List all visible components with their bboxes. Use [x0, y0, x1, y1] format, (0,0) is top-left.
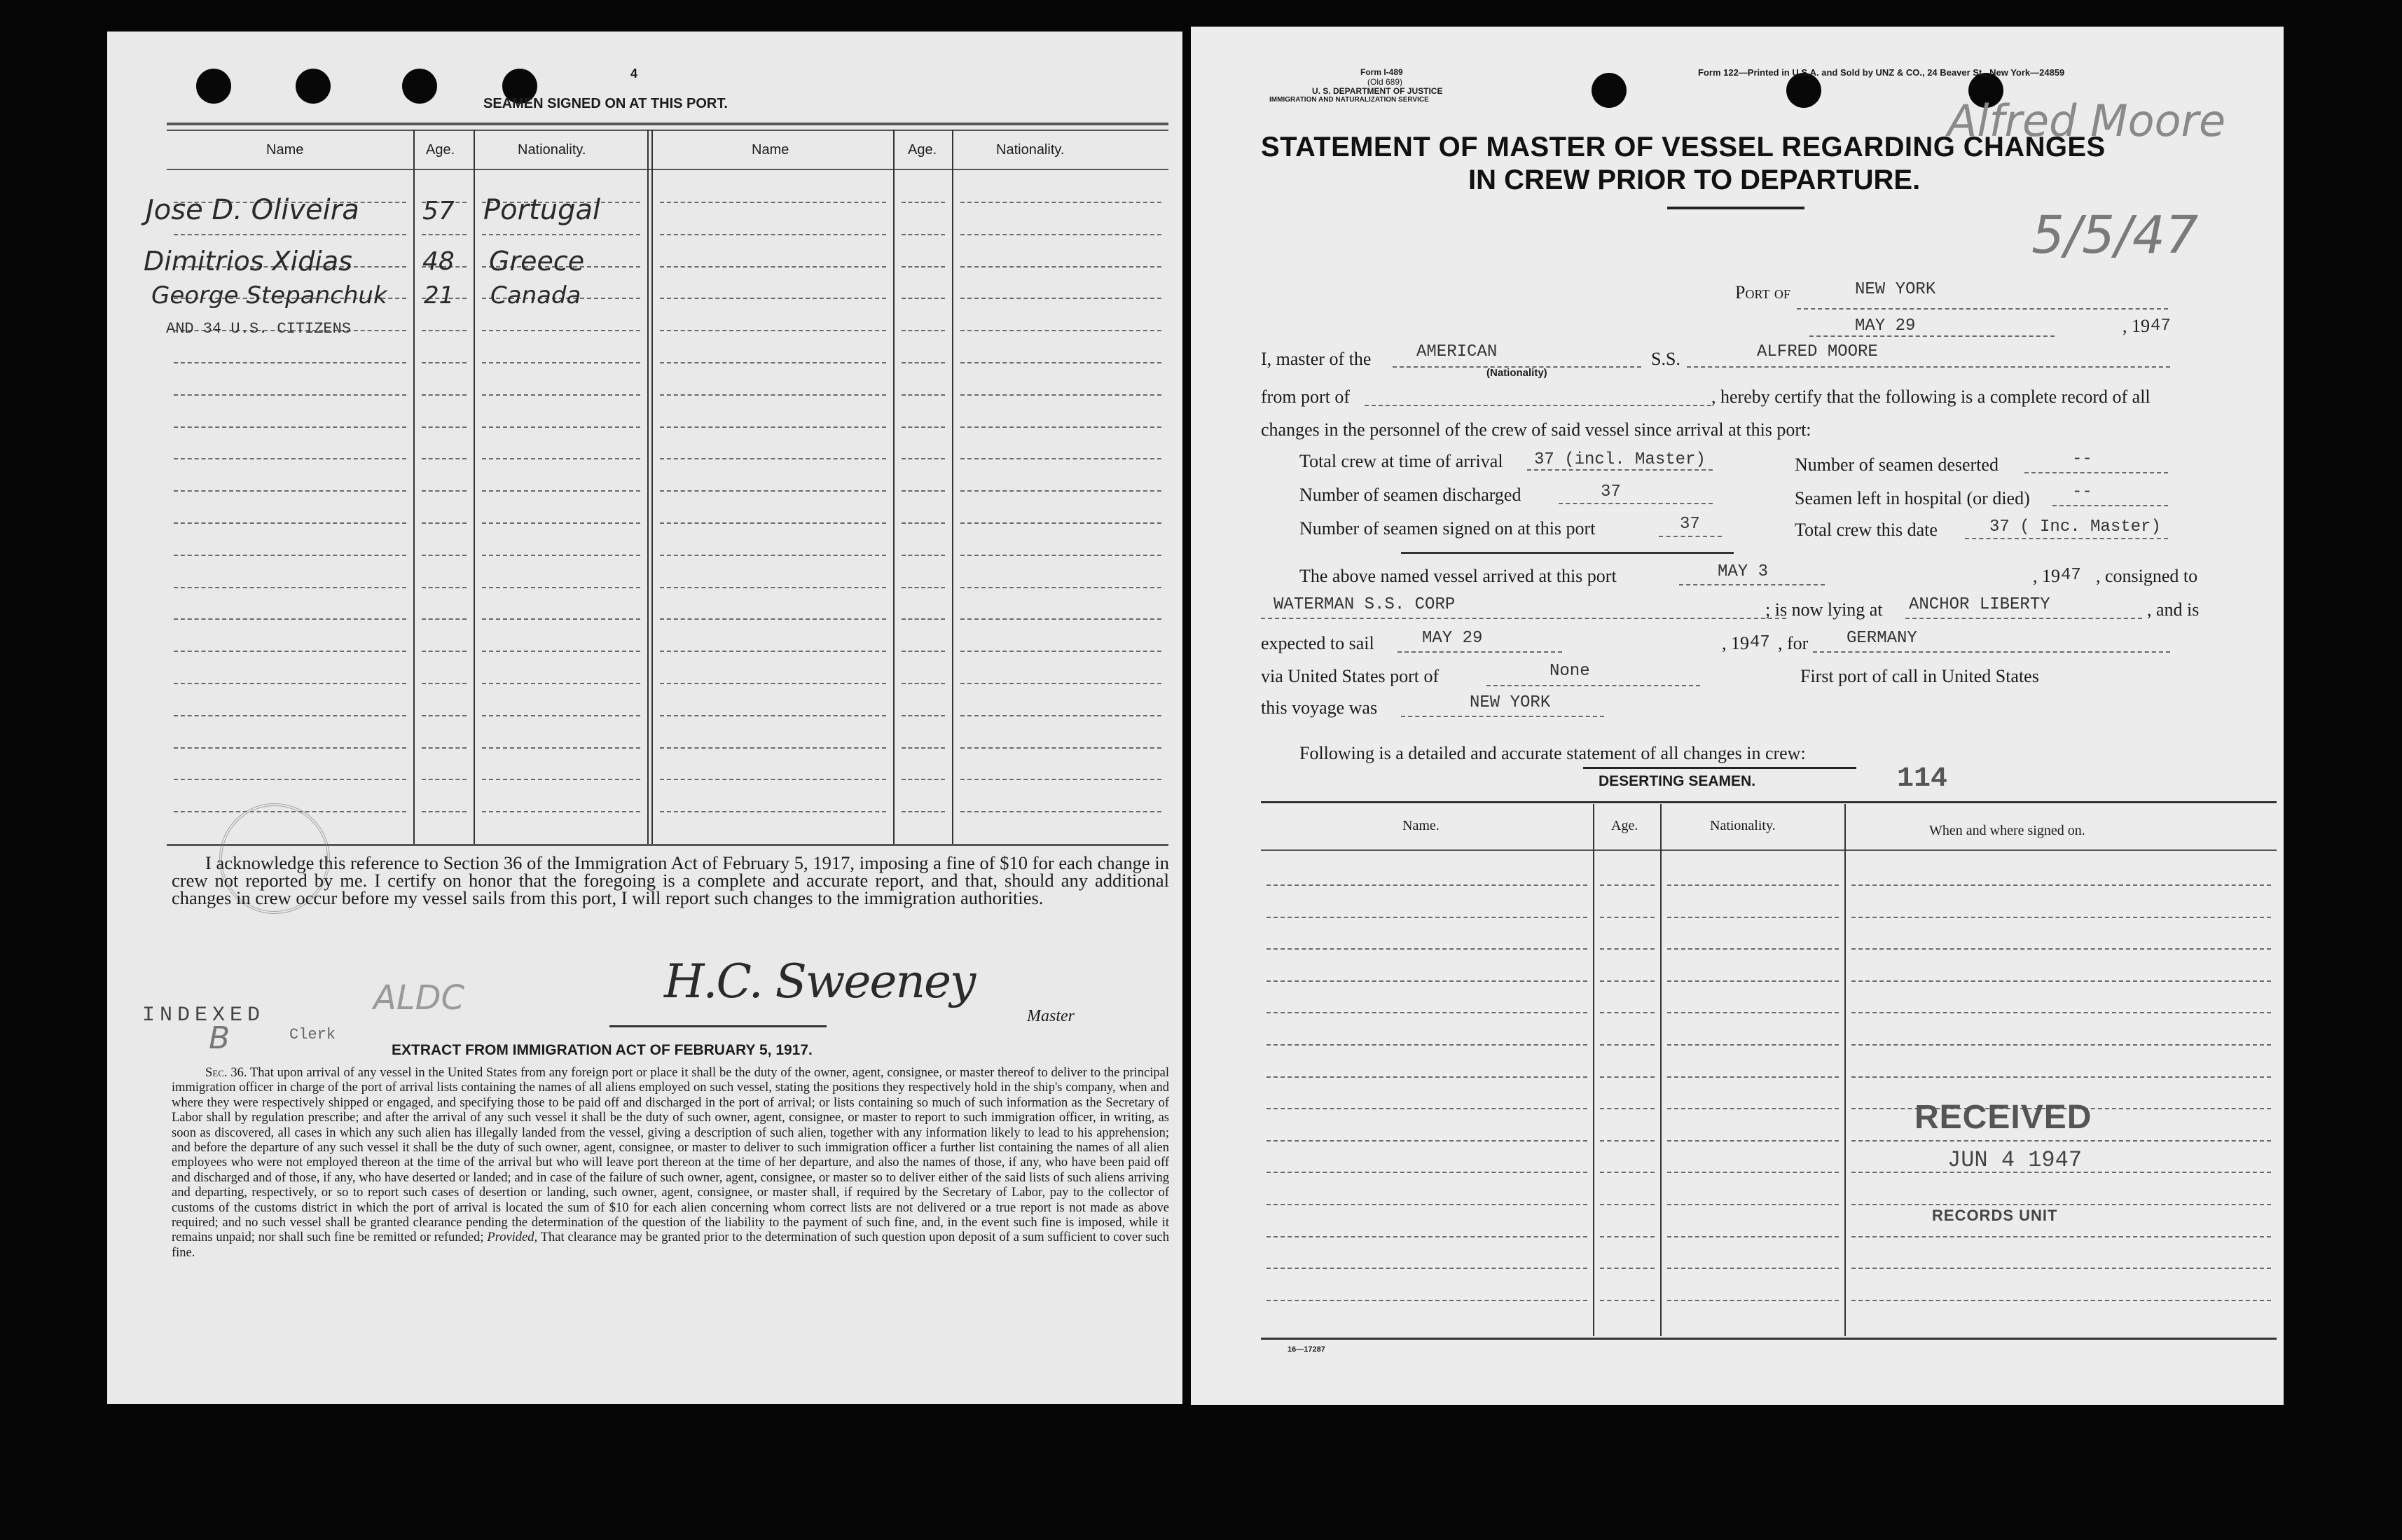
table-rule — [1667, 1140, 1839, 1142]
via-label: via United States port of — [1261, 666, 1440, 686]
table-rule — [1667, 1236, 1839, 1237]
signed-on-value: 37 — [1680, 515, 1700, 534]
records-unit-stamp: RECORDS UNIT — [1932, 1207, 2058, 1224]
table-rule — [174, 618, 406, 620]
table-rule — [422, 587, 467, 588]
col-header-name: Name — [266, 142, 304, 158]
table-rule — [660, 490, 886, 492]
table-rule — [1667, 917, 1839, 918]
statement-year: 47 — [2151, 317, 2171, 335]
table-rule — [960, 811, 1161, 812]
table-rule — [660, 458, 886, 459]
table-rule — [902, 651, 945, 652]
col-header-nationality: Nationality. — [1710, 818, 1776, 833]
row-3-nationality: Canada — [490, 282, 581, 310]
port-of-value: NEW YORK — [1855, 280, 1936, 299]
col-header-age: Age. — [426, 142, 455, 158]
punch-hole — [296, 69, 331, 104]
table-rule — [1851, 1076, 2271, 1078]
row-3-age: 21 — [424, 282, 455, 310]
printer-line: Form 122—Printed in U.S.A. and Sold by UNZ & CO., 24 Beaver St., New York—24859 — [1698, 67, 2065, 78]
table-rule — [174, 779, 406, 780]
discharged-value: 37 — [1601, 483, 1621, 501]
table-rule — [1600, 1300, 1655, 1301]
statement-date: MAY 29 — [1855, 317, 1916, 335]
table-rule — [1667, 885, 1839, 886]
service-name: IMMIGRATION AND NATURALIZATION SERVICE — [1269, 96, 1429, 104]
table-rule — [902, 330, 945, 331]
citizens-note: AND 34 U.S. CITIZENS — [166, 320, 352, 338]
table-rule — [1851, 948, 2271, 950]
table-rule — [1266, 1172, 1587, 1173]
table-rule — [1667, 1108, 1839, 1109]
table-rule — [960, 234, 1161, 235]
row-1-nationality: Portugal — [483, 194, 601, 226]
table-rule — [960, 426, 1161, 428]
table-rule — [482, 683, 640, 684]
clerk-mark: B — [209, 1020, 230, 1056]
lying-at: ANCHOR LIBERTY — [1909, 595, 2050, 614]
table-rule — [422, 651, 467, 652]
table-rule — [902, 587, 945, 588]
table-rule — [902, 555, 945, 556]
from-port-label: from port of — [1261, 387, 1351, 407]
table-rule — [422, 330, 467, 331]
right-page — [1191, 27, 2284, 1405]
table-rule — [482, 362, 640, 363]
following-label: Following is a detailed and accurate statement of all changes in crew: — [1299, 743, 1806, 763]
for-label: , for — [1778, 633, 1809, 653]
table-rule — [1667, 1172, 1839, 1173]
table-rule — [902, 811, 945, 812]
table-rule — [660, 330, 886, 331]
row-2-nationality: Greece — [489, 246, 585, 277]
table-rule — [422, 234, 467, 235]
arrived-label: The above named vessel arrived at this port — [1299, 566, 1617, 586]
table-rule — [482, 618, 640, 620]
lying-label: ; is now lying at — [1765, 599, 1883, 620]
col-header-name-2: Name — [752, 142, 789, 158]
extract-text — [172, 1066, 1169, 1261]
table-rule — [174, 747, 406, 749]
table-rule — [1266, 917, 1587, 918]
table-rule — [660, 811, 886, 812]
table-rule — [482, 458, 640, 459]
table-rule — [1667, 1268, 1839, 1269]
table-rule — [960, 394, 1161, 396]
voyage-value: NEW YORK — [1470, 693, 1551, 712]
table-rule — [1667, 948, 1839, 950]
extract-sec: Sec. 36. — [205, 1066, 247, 1080]
row-1-name: Jose D. Oliveira — [146, 194, 359, 226]
department-name: U. S. DEPARTMENT OF JUSTICE — [1312, 86, 1443, 96]
table-rule — [960, 555, 1161, 556]
table-rule — [660, 618, 886, 620]
hospital-label: Seamen left in hospital (or died) — [1795, 488, 2030, 508]
table-rule — [660, 587, 886, 588]
deserted-label: Number of seamen deserted — [1795, 455, 1999, 475]
table-rule — [1600, 917, 1655, 918]
table-rule — [660, 651, 886, 652]
table-rule — [1266, 1076, 1587, 1078]
table-rule — [1667, 1012, 1839, 1013]
row-2-age: 48 — [422, 247, 455, 276]
table-rule — [422, 522, 467, 524]
table-rule — [1266, 1236, 1587, 1237]
table-rule — [422, 490, 467, 492]
punch-hole — [402, 69, 437, 104]
form-number: Form I-489 — [1360, 67, 1403, 77]
table-rule — [1667, 1204, 1839, 1205]
via-port: None — [1549, 662, 1590, 681]
table-rule — [1851, 917, 2271, 918]
vessel-nationality: AMERICAN — [1416, 342, 1498, 361]
col-header-age-2: Age. — [908, 142, 937, 158]
table-rule — [1600, 1204, 1655, 1205]
arrived-year-prefix: , 19 — [2033, 566, 2060, 586]
master-label: Master — [1027, 1007, 1075, 1025]
table-rule — [1851, 980, 2271, 982]
discharged-label: Number of seamen discharged — [1299, 485, 1521, 505]
table-rule — [960, 522, 1161, 524]
table-rule — [902, 426, 945, 428]
table-rule — [660, 683, 886, 684]
table-rule — [174, 587, 406, 588]
certify-text: , hereby certify that the following is a complete record of all — [1711, 387, 2151, 407]
table-rule — [1600, 1172, 1655, 1173]
table-rule — [482, 234, 640, 235]
table-rule — [1851, 1204, 2271, 1205]
table-rule — [960, 683, 1161, 684]
sail-year-prefix: , 19 — [1722, 633, 1749, 653]
table-rule — [1266, 1012, 1587, 1013]
table-rule — [660, 522, 886, 524]
table-rule — [482, 394, 640, 396]
table-rule — [1266, 1268, 1587, 1269]
table-rule — [174, 362, 406, 363]
consignee: WATERMAN S.S. CORP — [1274, 595, 1456, 614]
table-rule — [960, 715, 1161, 716]
table-rule — [902, 362, 945, 363]
table-rule — [660, 715, 886, 716]
table-rule — [660, 394, 886, 396]
acknowledgment-text: I acknowledge this reference to Section 36 of the Immigration Act of February 5, 1917, imposing a fine of $10 for each change in crew not reported by me. I certify on honor that the foregoing is a complete and accurate report, and that, should any additional changes in crew occur before my vessel sails from this port, I will report such changes to the immigration authorities. — [172, 852, 1169, 908]
table-rule — [902, 394, 945, 396]
table-rule — [174, 426, 406, 428]
table-rule — [960, 298, 1161, 299]
table-rule — [174, 683, 406, 684]
table-rule — [422, 458, 467, 459]
total-date-label: Total crew this date — [1795, 520, 1938, 540]
col-header-nationality-2: Nationality. — [996, 142, 1065, 158]
table-rule — [482, 555, 640, 556]
punch-hole — [196, 69, 231, 104]
table-rule — [1600, 980, 1655, 982]
table-rule — [174, 651, 406, 652]
table-rule — [1851, 1236, 2271, 1237]
deserted-value: -- — [2072, 450, 2092, 469]
table-rule — [902, 266, 945, 268]
expected-label: expected to sail — [1261, 633, 1374, 653]
table-rule — [1851, 1044, 2271, 1046]
punch-hole — [1786, 73, 1821, 108]
col-header-nationality: Nationality. — [518, 142, 586, 158]
table-rule — [902, 747, 945, 749]
indexed-stamp: INDEXED — [142, 1004, 265, 1027]
table-rule — [422, 683, 467, 684]
page-number: 4 — [630, 67, 638, 81]
table-rule — [1266, 980, 1587, 982]
total-date-value: 37 ( Inc. Master) — [1989, 518, 2161, 536]
table-rule — [660, 202, 886, 203]
table-rule — [1600, 885, 1655, 886]
row-1-age: 57 — [422, 197, 455, 226]
extract-body: That upon arrival of any vessel in the United States from any foreign port or place it shall be the duty of the owner, agent, consignee, or master thereof to deliver to the principal immigration officer in charge of the port of arrival lists containing the names of all aliens employed on such vessel, stating the positions they respectively hold in the ship's company, when and where they were respectively shipped or engaged, and specifying those to be paid off and discharged in the port of arrival; or lists containing so much of such information as the Secretary of Labor shall by regulation prescribe; and after the arrival of any such vessel it shall be the duty of such owner, agent, consignee, or master to report to such immigration officer, in writing, as soon as discovered, all cases in which any such alien has illegally landed from the vessel, giving a description of such alien, together with any information likely to lead to his apprehension; and before the departure of any such vessel it shall be the duty of such owner, agent, consignee, or master to deliver to such immigration officer a further list containing the names of all alien employees who were not employed thereon at the time of the arrival but who will leave port thereon at the time of her departure, and also the names of those, if any, who have been paid off and discharged and of those, if any, who have deserted or landed; and in case of the failure of such owner, agent, consignee, or master so to deliver either of the said lists of such aliens arriving and departing, respectively, or so to report such cases of desertion or landing, such owner, agent, consignee, or master shall, if required by the Secretary of Labor, pay to the collector of customs of the customs district in which the port of arrival is located the sum of $10 for each alien concerning whom correct lists are not delivered or a true report is not made as above required; and no such vessel shall be granted clearance pending the determination of the question of the liability to the payment of such fine, and, in the event such fine is imposed, while it remains unpaid; nor shall such fine be remitted or refunded; — [172, 1066, 1170, 1245]
table-rule — [174, 490, 406, 492]
table-rule — [1266, 1204, 1587, 1205]
destination: GERMANY — [1847, 629, 1917, 648]
deserting-seamen-heading: DESERTING SEAMEN. — [1599, 773, 1756, 789]
table-rule — [1851, 1140, 2271, 1142]
table-rule — [1667, 1300, 1839, 1301]
table-rule — [1600, 1268, 1655, 1269]
table-rule — [1600, 1140, 1655, 1142]
master-of-label: I, master of the — [1261, 349, 1372, 369]
table-rule — [174, 394, 406, 396]
statement-year-prefix: , 19 — [2123, 316, 2150, 336]
ss-label: S.S. — [1651, 349, 1680, 369]
consigned-label: , consigned to — [2096, 566, 2198, 586]
table-rule — [482, 747, 640, 749]
footer-code: 16—17287 — [1288, 1345, 1325, 1354]
table-rule — [422, 555, 467, 556]
left-page — [107, 32, 1182, 1404]
table-rule — [482, 651, 640, 652]
handwritten-vessel-name: Alfred Moore — [1947, 95, 2226, 146]
table-rule — [960, 779, 1161, 780]
table-rule — [1266, 1300, 1587, 1301]
table-rule — [422, 779, 467, 780]
voyage-label: this voyage was — [1261, 698, 1378, 718]
table-rule — [960, 587, 1161, 588]
table-rule — [960, 202, 1161, 203]
total-arrival-label: Total crew at time of arrival — [1299, 451, 1503, 471]
received-stamp: RECEIVED — [1914, 1099, 2092, 1136]
table-rule — [482, 490, 640, 492]
table-rule — [660, 747, 886, 749]
table-rule — [960, 747, 1161, 749]
changes-text: changes in the personnel of the crew of said vessel since arrival at this port: — [1261, 419, 1811, 440]
table-rule — [174, 715, 406, 716]
seamen-signed-heading: SEAMEN SIGNED ON AT THIS PORT. — [483, 96, 728, 111]
table-rule — [660, 266, 886, 268]
table-rule — [1266, 948, 1587, 950]
row-2-name: Dimitrios Xidias — [144, 246, 352, 277]
arrived-year: 47 — [2061, 566, 2081, 585]
table-rule — [960, 330, 1161, 331]
table-rule — [482, 522, 640, 524]
table-rule — [660, 362, 886, 363]
extract-title: EXTRACT FROM IMMIGRATION ACT OF FEBRUARY 5, 1917. — [392, 1042, 813, 1058]
table-rule — [422, 362, 467, 363]
table-rule — [422, 747, 467, 749]
stamp-number: 114 — [1897, 763, 1948, 795]
table-rule — [902, 490, 945, 492]
table-rule — [1851, 1012, 2271, 1013]
table-rule — [1266, 1140, 1587, 1142]
table-rule — [1667, 1076, 1839, 1078]
form-title-line-2: IN CREW PRIOR TO DEPARTURE. — [1468, 165, 1921, 195]
and-is-label: , and is — [2147, 599, 2200, 620]
table-rule — [960, 362, 1161, 363]
col-header-signed-on: When and where signed on. — [1929, 823, 2085, 838]
table-rule — [960, 458, 1161, 459]
table-rule — [902, 298, 945, 299]
port-of-label: Port of — [1735, 282, 1790, 303]
clerk-initials: ALDC — [373, 978, 465, 1018]
sail-year: 47 — [1750, 633, 1770, 652]
clerk-label: Clerk — [289, 1026, 336, 1043]
table-rule — [660, 779, 886, 780]
nationality-caption: (Nationality) — [1486, 367, 1547, 379]
table-rule — [902, 779, 945, 780]
table-rule — [422, 618, 467, 620]
table-rule — [902, 715, 945, 716]
signed-on-label: Number of seamen signed on at this port — [1299, 518, 1596, 539]
arrived-date: MAY 3 — [1718, 562, 1769, 581]
table-rule — [1600, 1236, 1655, 1237]
table-rule — [1851, 1300, 2271, 1301]
table-rule — [960, 651, 1161, 652]
table-rule — [960, 266, 1161, 268]
table-rule — [482, 779, 640, 780]
table-rule — [660, 298, 886, 299]
table-rule — [660, 426, 886, 428]
table-rule — [660, 555, 886, 556]
table-rule — [422, 426, 467, 428]
table-rule — [482, 715, 640, 716]
table-rule — [902, 618, 945, 620]
table-rule — [902, 683, 945, 684]
row-3-name: George Stepanchuk — [151, 282, 387, 310]
first-port-label: First port of call in United States — [1800, 666, 2039, 686]
total-arrival-value: 37 (incl. Master) — [1534, 450, 1706, 469]
table-rule — [1266, 1108, 1587, 1109]
table-rule — [174, 458, 406, 459]
table-rule — [1667, 980, 1839, 982]
table-rule — [1266, 885, 1587, 886]
table-rule — [960, 490, 1161, 492]
table-rule — [422, 715, 467, 716]
col-header-name: Name. — [1402, 818, 1440, 833]
form-title-line-1: STATEMENT OF MASTER OF VESSEL REGARDING CHANGES — [1261, 132, 2106, 162]
table-rule — [482, 330, 640, 331]
vessel-name: ALFRED MOORE — [1757, 342, 1878, 361]
table-rule — [422, 811, 467, 812]
punch-hole — [1592, 73, 1627, 108]
table-rule — [174, 555, 406, 556]
table-rule — [1851, 885, 2271, 886]
sail-date: MAY 29 — [1422, 629, 1483, 648]
handwritten-date: 5/5/47 — [2031, 205, 2199, 265]
table-rule — [1266, 1044, 1587, 1046]
table-rule — [1600, 1012, 1655, 1013]
table-rule — [482, 587, 640, 588]
master-signature: H.C. Sweeney — [664, 955, 975, 1008]
table-rule — [482, 811, 640, 812]
table-rule — [1667, 1044, 1839, 1046]
table-rule — [1600, 1044, 1655, 1046]
table-rule — [902, 202, 945, 203]
table-rule — [1600, 1076, 1655, 1078]
table-rule — [422, 394, 467, 396]
received-date: JUN 4 1947 — [1947, 1147, 2083, 1173]
table-rule — [1600, 1108, 1655, 1109]
table-rule — [1851, 1268, 2271, 1269]
table-rule — [482, 426, 640, 428]
table-rule — [1600, 948, 1655, 950]
hospital-value: -- — [2072, 483, 2092, 501]
form-old-number: (Old 689) — [1367, 77, 1403, 87]
table-rule — [660, 234, 886, 235]
table-rule — [902, 458, 945, 459]
table-rule — [902, 234, 945, 235]
table-rule — [960, 618, 1161, 620]
col-header-age: Age. — [1611, 818, 1638, 833]
table-rule — [174, 522, 406, 524]
extract-provided: Provided, — [487, 1230, 538, 1245]
extract-tail: That clearance may be granted prior to the determination of such question upon deposit of a sum sufficient to cover such fine. — [172, 1230, 1170, 1260]
table-rule — [174, 234, 406, 235]
table-rule — [902, 522, 945, 524]
